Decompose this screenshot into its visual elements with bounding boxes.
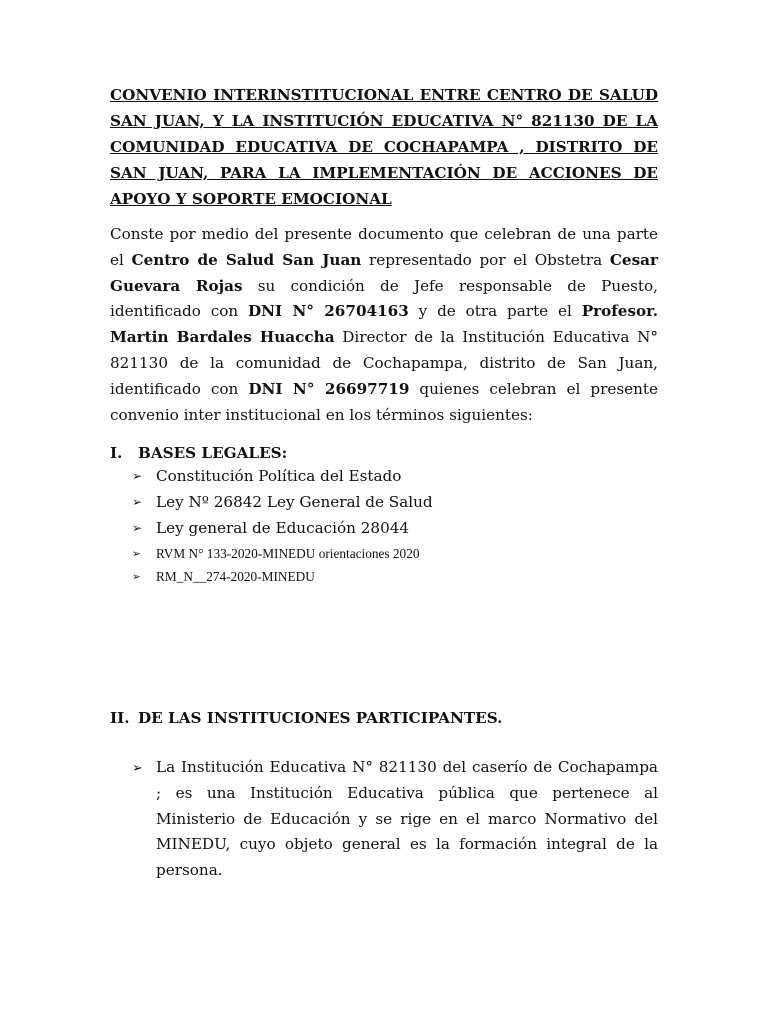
intro-text-2: representado por el Obstetra	[361, 250, 610, 269]
arrow-bullet-icon: ➢	[132, 548, 141, 561]
legal-bases-list	[110, 464, 658, 541]
dni-representative: DNI N° 26704163	[248, 302, 409, 321]
list-item	[110, 542, 658, 565]
list-item-text: RVM N° 133-2020-MINEDU orientaciones 2020	[156, 546, 420, 562]
party-health-center: Centro de Salud San Juan	[131, 250, 362, 269]
section-heading-text: DE LAS INSTITUCIONES PARTICIPANTES.	[138, 709, 503, 727]
document-body	[110, 82, 659, 880]
section-numeral: II.	[110, 709, 130, 727]
intro-paragraph	[110, 222, 658, 428]
document-title: CONVENIO INTERINSTITUCIONAL ENTRE CENTRO DE SALUD SAN JUAN, Y LA INSTITUCIÓN EDUCATIVA N° 821130 DE LA COMUNIDAD EDUCATIVA DE COCHAPAMPA , DISTRITO DE SAN JUAN, PARA LA IMPLEMENTACIÓN DE ACCIONES DE APOYO Y SOPORTE EMOCIONAL	[110, 86, 658, 208]
intro-text-3: su condición de Jefe responsable de Puesto, identificado con	[110, 276, 658, 321]
intro-text-5: Director de la Institución Educativa N° 821130 de la comunidad de Cochapampa, distrito de San Juan, identificado con	[110, 328, 658, 398]
list-item	[110, 490, 658, 516]
list-item	[110, 755, 658, 884]
list-item-text: Ley Nº 26842 Ley General de Salud	[156, 492, 433, 511]
list-item-text: Constitución Política del Estado	[156, 467, 402, 486]
arrow-bullet-icon: ➢	[132, 571, 141, 584]
list-item-text: Ley general de Educación 28044	[156, 518, 410, 537]
arrow-bullet-icon: ➢	[132, 494, 143, 509]
intro-text-4: y de otra parte el	[408, 302, 582, 321]
list-item	[110, 516, 658, 542]
list-item	[110, 565, 658, 588]
section-heading-legal-bases	[110, 442, 658, 464]
section-numeral: I.	[110, 444, 123, 463]
dni-director: DNI N° 26697719	[248, 379, 410, 398]
participants-list	[110, 755, 658, 884]
intro-text-6: quienes celebran el presente convenio inter institucional en los términos siguientes:	[110, 379, 658, 424]
section-heading-participants	[110, 707, 502, 729]
list-item-text: La Institución Educativa N° 821130 del caserío de Cochapampa ; es una Institución Educativa pública que pertenece al Ministerio de Educación y se rige en el marco Normativo del MINEDU, cuyo objeto general es la formación integral de la persona.	[156, 758, 658, 880]
arrow-bullet-icon: ➢	[132, 761, 143, 776]
legal-bases-list-small	[110, 542, 658, 588]
section-heading-text: BASES LEGALES:	[138, 444, 288, 463]
director-name: Profesor. Martin Bardales Huaccha	[110, 302, 659, 347]
representative-name: Cesar Guevara Rojas	[110, 250, 658, 295]
arrow-bullet-icon: ➢	[132, 469, 143, 484]
list-item-text: RM_N__274-2020-MINEDU	[156, 569, 315, 585]
list-item	[110, 464, 658, 490]
intro-text-1: Conste por medio del presente documento que celebran de una parte el	[110, 225, 658, 269]
arrow-bullet-icon: ➢	[132, 520, 143, 535]
